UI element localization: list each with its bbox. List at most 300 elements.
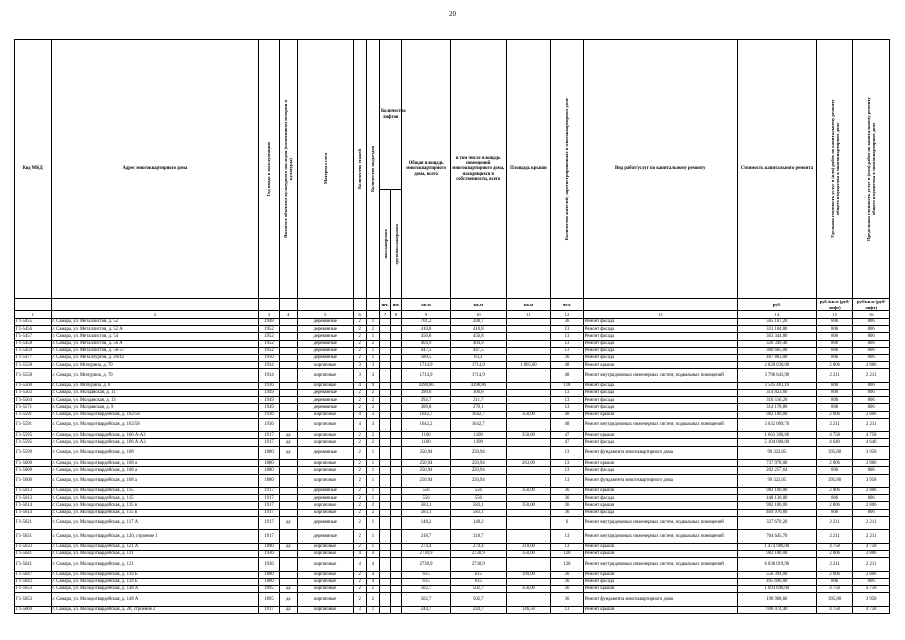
cell-year: 1895 (259, 593, 279, 607)
cell-floors: 2 (353, 404, 366, 411)
cell-code: Г1-5558 (15, 369, 52, 383)
header-floors: Количество этажей (357, 149, 363, 189)
cell-year: 1934 (259, 369, 279, 383)
cell-residents: 13 (551, 333, 583, 340)
cell-walls: кирпичные (297, 586, 353, 593)
cell-code: Г1-5613 (15, 488, 52, 495)
cell-floors: 2 (353, 319, 366, 326)
cell-year: 1890 (259, 543, 279, 550)
cell-cost: 360 685,00 (737, 347, 816, 354)
cell-year: 1949 (259, 390, 279, 397)
cell-area-total: 392,7 (402, 397, 451, 404)
cell-lifts-pass (379, 516, 390, 530)
cell-lifts-pass (379, 390, 390, 397)
column-number: 8 (391, 311, 402, 319)
header-residents: Количество жителей, зарегистрированных в многоквартирном доме (564, 97, 570, 241)
cell-residents: 13 (551, 340, 583, 347)
cell-residents: 36 (551, 354, 583, 361)
cell-work: Ремонт фасада (583, 439, 737, 446)
cell-area-roof: 310,00 (506, 543, 551, 550)
cell-entrances: 1 (366, 347, 379, 354)
cell-cost: 1 474 980,00 (737, 543, 816, 550)
cell-floors: 3 (353, 606, 366, 613)
cell-floors: 2 (353, 571, 366, 578)
cell-lifts-pass (379, 586, 390, 593)
cell-work: Ремонт фасада (583, 404, 737, 411)
cell-walls: деревянные (297, 530, 353, 544)
cell-unit-cost: 4 640 (816, 439, 853, 446)
cell-address: г. Самара, ул. Молодогвардейская, д. 106 А-А3 (51, 432, 259, 439)
cell-area-total: 4398,86 (402, 382, 451, 389)
cell-code: Г1-5600 (15, 460, 52, 467)
cell-area-owned: 615 (450, 571, 506, 578)
cell-max-cost: 806 (853, 326, 890, 333)
cell-entrances: 2 (366, 397, 379, 404)
cell-floors: 2 (353, 543, 366, 550)
cell-area-owned: 2730,9 (450, 558, 506, 572)
cell-lifts-cargo (391, 460, 402, 467)
cell-lifts-cargo (391, 446, 402, 460)
cell-cost: 3 545 481,16 (737, 382, 816, 389)
cell-walls: кирпичные (297, 606, 353, 613)
cell-cost: 331 104,80 (737, 326, 816, 333)
cell-cost: 495 690,00 (737, 578, 816, 585)
table-row (15, 404, 890, 411)
cell-address: г. Самара, ул. Молодогвардейская, д. 20, строение 2 (51, 606, 259, 613)
cell-entrances: 2 (366, 340, 379, 347)
cell-residents: 128 (551, 550, 583, 557)
cell-entrances: 3 (366, 411, 379, 418)
cell-cultural (279, 404, 297, 411)
cell-unit-cost: 2 806 (816, 488, 853, 495)
cell-unit-cost: 806 (816, 404, 853, 411)
cell-code: Г1-5457 (15, 333, 52, 340)
cell-max-cost: 4 758 (853, 606, 890, 613)
header-lifts-pass: пассажирских (382, 229, 388, 259)
cell-entrances: 1 (366, 467, 379, 474)
cell-area-roof: 350,00 (506, 550, 551, 557)
cell-lifts-pass (379, 578, 390, 585)
cell-work: Ремонт фундамента многоквартирного дома (583, 474, 737, 488)
cell-cultural (279, 509, 297, 516)
cell-area-total: 1642,7 (402, 411, 451, 418)
cell-walls: кирпичные (297, 362, 353, 369)
cell-cultural (279, 347, 297, 354)
column-number: 6 (353, 311, 366, 319)
cell-max-cost: 2 806 (853, 460, 890, 467)
cell-floors: 3 (353, 362, 366, 369)
cell-entrances: 9 (366, 382, 379, 389)
cell-cost: 982 100,00 (737, 502, 816, 509)
cell-lifts-cargo (391, 354, 402, 361)
cell-area-total: 1714,9 (402, 369, 451, 383)
cell-unit-cost: 2 806 (816, 460, 853, 467)
cell-lifts-pass (379, 326, 390, 333)
cell-residents: 6 (551, 516, 583, 530)
column-number: 14 (737, 311, 816, 319)
cell-cultural: да (279, 432, 297, 439)
cell-entrances: 1 (366, 516, 379, 530)
cell-area-total: 2730,9 (402, 550, 451, 557)
cell-floors: 4 (353, 411, 366, 418)
cell-code: Г1-5591 (15, 411, 52, 418)
cell-cost: 982 100,00 (737, 488, 816, 495)
cell-floors: 4 (353, 558, 366, 572)
cell-address: г. Самара, ул. Молодогвардейская, д. 108 а (51, 467, 259, 474)
cell-residents: 36 (551, 578, 583, 585)
cell-cultural: да (279, 446, 297, 460)
cell-address: г. Самара, ул. Молодогвардейская, д. 134 Б (51, 578, 259, 585)
cell-address: г. Самара, ул. Молодогвардейская, д. 115 (51, 495, 259, 502)
cell-entrances: 1 (366, 319, 379, 326)
cell-unit-cost: 395,80 (816, 446, 853, 460)
cell-max-cost: 2 211 (853, 530, 890, 544)
cell-unit-cost: 395,80 (816, 474, 853, 488)
cell-address: г. Самара, ул. Металлистов, д. 56-57 (51, 347, 259, 354)
cell-work: Ремонт фасада (583, 495, 737, 502)
cell-work: Ремонт фундамента многоквартирного дома (583, 446, 737, 460)
cell-floors: 2 (353, 446, 366, 460)
cell-floors: 2 (353, 397, 366, 404)
cell-residents: 36 (551, 495, 583, 502)
table-row (15, 488, 890, 495)
cell-area-roof (506, 446, 551, 460)
cell-floors: 2 (353, 354, 366, 361)
header-area-roof: Площадь крыши (506, 40, 551, 299)
cell-area-owned: 274,4 (450, 543, 506, 550)
cell-work: Ремонт крыши (583, 550, 737, 557)
cell-residents: 13 (551, 326, 583, 333)
cell-area-roof (506, 326, 551, 333)
cell-lifts-cargo (391, 326, 402, 333)
cell-lifts-cargo (391, 382, 402, 389)
cell-residents: 13 (551, 543, 583, 550)
cell-address: г. Самара, ул. Молодогвардейская, д. 115 в (51, 502, 259, 509)
cell-max-cost: 806 (853, 467, 890, 474)
cell-max-cost: 3 958 (853, 446, 890, 460)
cell-lifts-pass (379, 418, 390, 432)
cell-unit-cost: 395,80 (816, 593, 853, 607)
table-row (15, 354, 890, 361)
cell-code: Г1-5459 (15, 347, 52, 354)
cell-cost: 99 322,05 (737, 446, 816, 460)
cell-area-owned: 450,8 (450, 333, 506, 340)
cell-area-roof: 199,00 (506, 571, 551, 578)
cell-max-cost: 806 (853, 397, 890, 404)
cell-code: Г1-5653 (15, 586, 52, 593)
cell-cultural (279, 495, 297, 502)
cell-max-cost: 806 (853, 404, 890, 411)
cell-lifts-cargo (391, 495, 402, 502)
cell-area-owned: 306,8 (450, 390, 506, 397)
cell-max-cost: 2 806 (853, 502, 890, 509)
cell-max-cost: 4 758 (853, 432, 890, 439)
cell-walls: кирпичные (297, 474, 353, 488)
cell-lifts-pass (379, 571, 390, 578)
cell-entrances: 2 (366, 326, 379, 333)
cell-walls: кирпичные (297, 550, 353, 557)
cell-work: Ремонт фасада (583, 340, 737, 347)
table-row (15, 446, 890, 460)
cell-floors: 2 (353, 333, 366, 340)
cell-floors: 2 (353, 432, 366, 439)
table-row (15, 319, 890, 326)
cell-area-owned: 211,7 (450, 397, 506, 404)
cell-max-cost: 806 (853, 382, 890, 389)
cell-cultural (279, 571, 297, 578)
cell-residents: 48 (551, 418, 583, 432)
cell-area-total: 250,94 (402, 446, 451, 460)
cell-cost: 198 968,66 (737, 593, 816, 607)
cell-unit-cost: 4 758 (816, 586, 853, 593)
cell-cultural (279, 460, 297, 467)
cell-year: 1917 (259, 509, 279, 516)
table-row (15, 467, 890, 474)
cell-lifts-cargo (391, 509, 402, 516)
cell-floors: 4 (353, 418, 366, 432)
cell-work: Ремонт внутридомовых инженерных систем, подвальных помещений (583, 516, 737, 530)
cell-entrances: 1 (366, 495, 379, 502)
cell-cultural: да (279, 516, 297, 530)
cell-walls: кирпичные (297, 382, 353, 389)
cell-unit-cost: 2 806 (816, 362, 853, 369)
cell-address: г. Самара, ул. Молодогвардейская, д. 108 а (51, 460, 259, 467)
cell-area-owned: 502,7 (450, 593, 506, 607)
cell-max-cost: 4 758 (853, 586, 890, 593)
cell-lifts-cargo (391, 467, 402, 474)
cell-unit-cost: 806 (816, 319, 853, 326)
cell-residents: 13 (551, 397, 583, 404)
cell-area-roof: 350,00 (506, 411, 551, 418)
cell-cultural (279, 397, 297, 404)
cell-code: Г1-5600 (15, 474, 52, 488)
cell-residents: 36 (551, 593, 583, 607)
cell-lifts-cargo (391, 543, 402, 550)
cell-address: г. Самара, ул. Мичурина, д. 70 (51, 362, 259, 369)
cell-cultural (279, 369, 297, 383)
cell-address: г. Самара, ул. Молодогвардейская, д. 148 А (51, 593, 259, 607)
cell-lifts-cargo (391, 571, 402, 578)
header-cost: Стоимость капитального ремонта (737, 40, 816, 299)
cell-area-total: 250,94 (402, 474, 451, 488)
cell-year: 1949 (259, 404, 279, 411)
cell-area-owned: 556 (450, 488, 506, 495)
cell-area-total: 502,7 (402, 593, 451, 607)
cell-lifts-cargo (391, 418, 402, 432)
cell-floors: 2 (353, 516, 366, 530)
cell-area-owned: 447,5 (450, 347, 506, 354)
cell-address: г. Самара, ул. Мичурина, д. 8 (51, 382, 259, 389)
cell-code: Г1-5558 (15, 362, 52, 369)
cell-area-owned: 404,9 (450, 340, 506, 347)
cell-lifts-pass (379, 362, 390, 369)
cell-address: г. Самара, ул. Молодогвардейская, д. 148 А (51, 586, 259, 593)
table-row (15, 390, 890, 397)
cell-unit-cost: 806 (816, 340, 853, 347)
cell-lifts-pass (379, 495, 390, 502)
table-row (15, 362, 890, 369)
cell-entrances: 1 (366, 606, 379, 613)
column-number: 11 (506, 311, 551, 319)
table-row (15, 550, 890, 557)
cell-address: г. Самара, ул. Молодогвардейская, д. 131 (51, 550, 259, 557)
cell-floors: 2 (353, 509, 366, 516)
cell-unit-cost: 2 211 (816, 418, 853, 432)
cell-cost: 565 167,20 (737, 319, 816, 326)
cell-year: 1952 (259, 347, 279, 354)
cell-max-cost: 2 806 (853, 362, 890, 369)
cell-entrances: 3 (366, 362, 379, 369)
cell-entrances: 2 (366, 593, 379, 607)
cell-area-owned: 410,8 (450, 326, 506, 333)
cell-cost: 737 978,00 (737, 460, 816, 467)
cell-lifts-cargo (391, 439, 402, 446)
cell-cost: 558 394,00 (737, 571, 816, 578)
capital-repair-table (14, 39, 890, 614)
cell-work: Ремонт внутридомовых инженерных систем, подвальных помещений (583, 558, 737, 572)
cell-walls: кирпичные (297, 558, 353, 572)
cell-max-cost: 806 (853, 354, 890, 361)
cell-address: г. Самара, ул. Молодогвардейская, д. 117 А (51, 516, 259, 530)
cell-area-total: 1100 (402, 439, 451, 446)
header-max-cost: Предельная стоимость услуг и (или) работ по капитальному ремонту общего имущества в многоквартирном доме (866, 97, 877, 241)
cell-max-cost: 806 (853, 347, 890, 354)
cell-year: 1880 (259, 446, 279, 460)
unit-area-owned: кв.м (450, 299, 506, 311)
column-number: 4 (279, 311, 297, 319)
cell-residents: 13 (551, 606, 583, 613)
cell-lifts-cargo (391, 411, 402, 418)
cell-entrances: 2 (366, 586, 379, 593)
cell-year: 1950 (259, 354, 279, 361)
cell-cost: 982 100,00 (737, 550, 816, 557)
cell-walls: кирпичные (297, 543, 353, 550)
cell-work: Ремонт крыши (583, 411, 737, 418)
cell-residents: 13 (551, 347, 583, 354)
cell-residents: 36 (551, 502, 583, 509)
cell-area-total: 1100 (402, 432, 451, 439)
cell-floors: 2 (353, 467, 366, 474)
cell-max-cost: 2 806 (853, 488, 890, 495)
header-lifts-cargo: грузопассажирских (393, 223, 399, 265)
cell-cost: 1 693 848,00 (737, 586, 816, 593)
cell-lifts-cargo (391, 586, 402, 593)
cell-area-total: 390,6 (402, 390, 451, 397)
cell-lifts-cargo (391, 558, 402, 572)
cell-cultural (279, 319, 297, 326)
cell-area-owned: 208,7 (450, 319, 506, 326)
cell-max-cost: 2 806 (853, 550, 890, 557)
cell-area-owned: 2730,9 (450, 550, 506, 557)
cell-area-total: 556 (402, 495, 451, 502)
cell-floors: 2 (353, 460, 366, 467)
cell-lifts-pass (379, 439, 390, 446)
column-number: 7 (379, 311, 390, 319)
cell-entrances: 1 (366, 530, 379, 544)
cell-entrances: 1 (366, 474, 379, 488)
cell-code: Г1-5563 (15, 390, 52, 397)
cell-unit-cost: 4 758 (816, 543, 853, 550)
cell-lifts-pass (379, 593, 390, 607)
cell-walls: деревянные (297, 446, 353, 460)
cell-address: г. Самара, ул. Металлистов, д. 52 (51, 319, 259, 326)
cell-code: Г1-5591 (15, 418, 52, 432)
cell-area-total: 148,2 (402, 516, 451, 530)
cell-lifts-cargo (391, 550, 402, 557)
column-number: 2 (51, 311, 259, 319)
cell-area-roof (506, 558, 551, 572)
cell-year: 1936 (259, 418, 279, 432)
cell-area-roof (506, 516, 551, 530)
cell-year: 1952 (259, 333, 279, 340)
cell-entrances: 2 (366, 502, 379, 509)
cell-area-roof (506, 530, 551, 544)
cell-cost: 326 349,40 (737, 340, 816, 347)
cell-cost: 202 257,64 (737, 467, 816, 474)
cell-cultural: да (279, 543, 297, 550)
cell-area-roof (506, 333, 551, 340)
cell-lifts-pass (379, 432, 390, 439)
cell-work: Ремонт крыши (583, 543, 737, 550)
cell-area-roof: 146,50 (506, 606, 551, 613)
cell-max-cost: 806 (853, 509, 890, 516)
cell-area-roof (506, 397, 551, 404)
cell-cultural (279, 530, 297, 544)
cell-area-total: 274,4 (402, 543, 451, 550)
cell-code: Г1-5564 (15, 397, 52, 404)
cell-lifts-cargo (391, 397, 402, 404)
cell-lifts-pass (379, 502, 390, 509)
cell-residents: 48 (551, 369, 583, 383)
cell-floors: 4 (353, 382, 366, 389)
cell-area-total: 410,8 (402, 326, 451, 333)
cell-work: Ремонт фундамента многоквартирного дома (583, 593, 737, 607)
cell-max-cost: 2 211 (853, 418, 890, 432)
cell-code: Г1-5669 (15, 606, 52, 613)
cell-unit-cost: 2 806 (816, 550, 853, 557)
cell-area-roof (506, 467, 551, 474)
cell-area-total: 1714,9 (402, 362, 451, 369)
cell-max-cost: 806 (853, 390, 890, 397)
cell-code: Г1-5614 (15, 502, 52, 509)
cell-work: Ремонт внутридомовых инженерных систем, подвальных помещений (583, 530, 737, 544)
cell-address: г. Самара, ул. Молодогвардейская, д. 121 А (51, 543, 259, 550)
column-number: 5 (297, 311, 353, 319)
cell-entrances: 2 (366, 390, 379, 397)
column-number: 13 (583, 311, 737, 319)
cell-code: Г1-5571 (15, 404, 52, 411)
cell-unit-cost: 806 (816, 354, 853, 361)
cell-work: Ремонт фасада (583, 509, 737, 516)
cell-year: 1917 (259, 606, 279, 613)
cell-lifts-pass (379, 474, 390, 488)
cell-walls: деревянные (297, 340, 353, 347)
cell-floors: 2 (353, 530, 366, 544)
cell-year: 1880 (259, 571, 279, 578)
cell-walls: деревянные (297, 354, 353, 361)
cell-year: 1917 (259, 530, 279, 544)
cell-area-owned: 244,7 (450, 606, 506, 613)
cell-work: Ремонт крыши (583, 571, 737, 578)
cell-cultural (279, 340, 297, 347)
cell-residents: 36 (551, 509, 583, 516)
cell-unit-cost: 4 758 (816, 606, 853, 613)
table-row (15, 411, 890, 418)
cell-cultural (279, 326, 297, 333)
cell-entrances: 1 (366, 333, 379, 340)
header-work: Вид работ/услуг по капитальному ремонту (583, 40, 737, 299)
cell-cultural (279, 488, 297, 495)
